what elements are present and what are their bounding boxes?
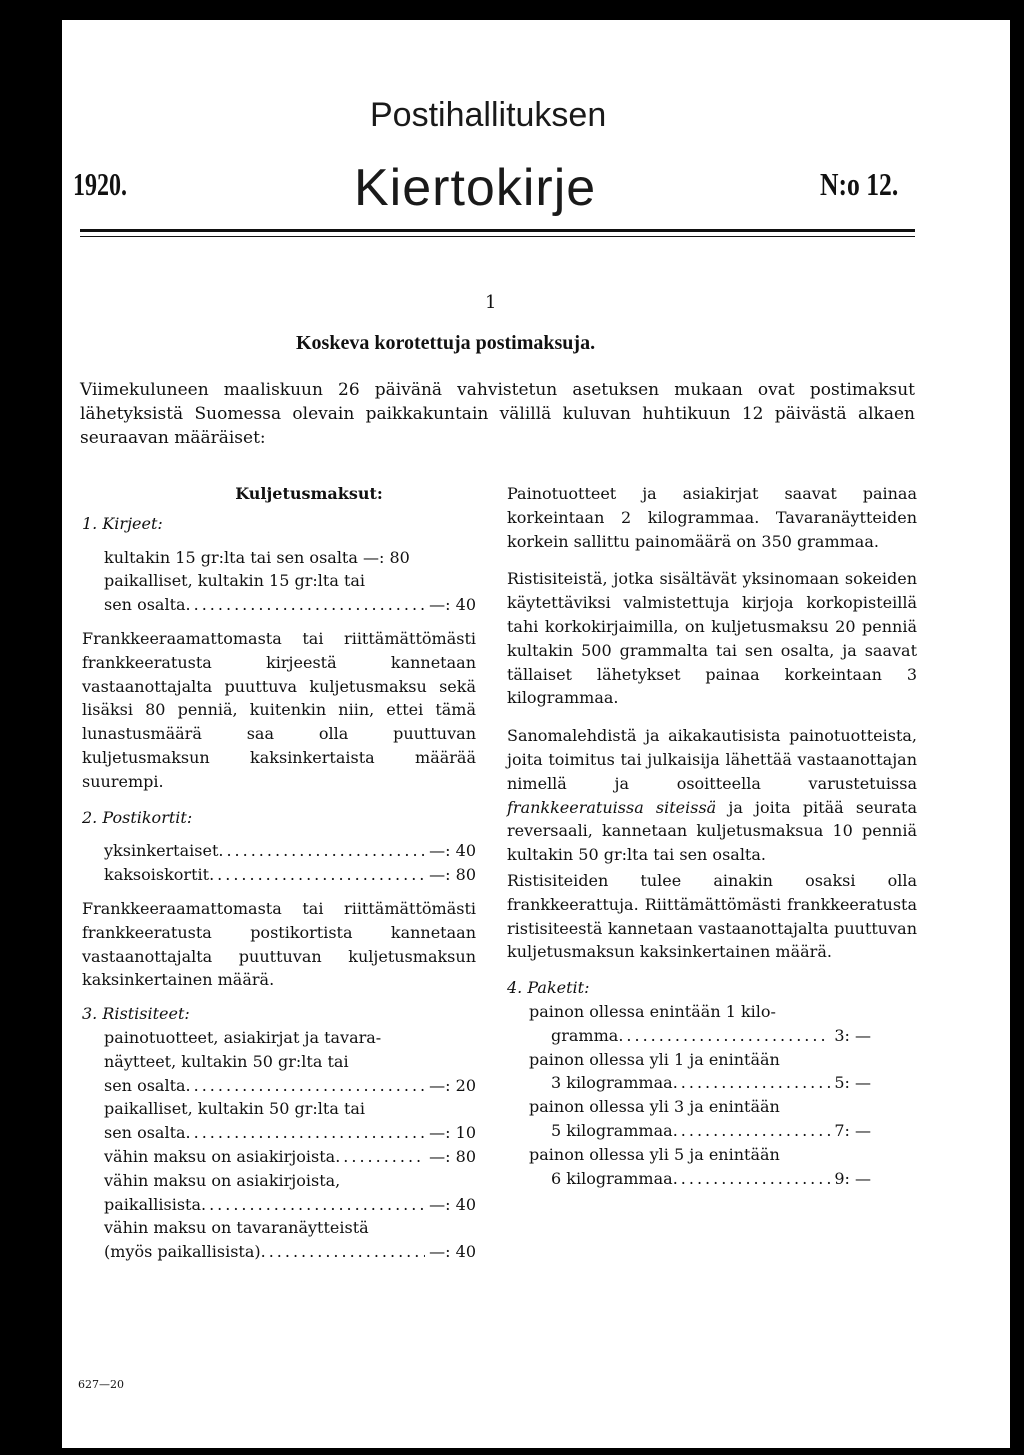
s3-line5-value: —: 10 (429, 1123, 476, 1143)
pk1-line-a: painon ollessa enintään 1 kilo- (529, 1001, 776, 1021)
s1-line3 (82, 593, 476, 617)
header-title: Kiertokirje (354, 159, 597, 217)
section-4-title: 4. Paketit: (507, 978, 590, 998)
s2-line2-label: kaksoiskortit (104, 865, 210, 885)
right-paragraph-4: Ristisiteiden tulee ainakin osaksi olla frankkeerattuja. Riittämättömästi frankkeeratusta ristisiteestä kannetaan vastaanottajalta puuttuvan kuljetusmaksun kaksinkertainen määrä. (507, 870, 917, 962)
s3-line4: paikalliset, kultakin 50 gr:lta tai (104, 1099, 366, 1119)
pk2-line-a: painon ollessa yli 1 ja enintään (529, 1049, 780, 1069)
article-number: 1 (485, 292, 497, 313)
pk1-value: 3: — (834, 1025, 871, 1045)
article-intro: Viimekuluneen maaliskuun 26 päivänä vahvistetun asetuksen mukaan ovat postimaksut lähetyksistä Suomessa olevain paikkakuntain välillä kuluvan huhtikuun 12 päivästä alkaen seuraavan määräiset: (80, 380, 915, 448)
s3-line1: painotuotteet, asiakirjat ja tavara- (104, 1027, 382, 1047)
s3-line3-label: sen osalta (104, 1075, 186, 1095)
pk2-value: 5: — (834, 1073, 871, 1093)
s3-line8-value: —: 40 (429, 1194, 476, 1214)
right-column (507, 482, 917, 1190)
s3-line8 (82, 1193, 476, 1217)
pk3-value: 7: — (834, 1120, 871, 1140)
s2-line1 (82, 839, 476, 863)
s1-line3-value: —: 40 (429, 595, 476, 615)
pk3-label: 5 kilogrammaa (551, 1120, 673, 1140)
p3-text-b: ja joita pitää seurata reversaali, kannetaan kuljetusmaksua 10 penniä kultakin 50 gr:lta tai sen osalta. (507, 797, 917, 865)
header-rule-thick (80, 229, 915, 232)
s2-paragraph: Frankkeeraamattomasta tai riittämättömästi frankkeeratusta postikortista kannetaan vastaanottajalta puuttuvan kuljetusmaksun kaksinkertainen määrä. (82, 898, 476, 990)
s1-line3-label: sen osalta (104, 595, 186, 615)
s3-line10-label: (myös paikallisista) (104, 1242, 261, 1262)
s3-line2: näytteet, kultakin 50 gr:lta tai (104, 1051, 349, 1071)
s1-line1: kultakin 15 gr:lta tai sen osalta —: 80 (104, 547, 410, 567)
s1-paragraph: Frankkeeraamattomasta tai riittämättömästi frankkeeratusta kirjeestä kannetaan vastaanottajalta puuttuva kuljetusmaksu sekä lisäksi 80 penniä, kuitenkin niin, ettei tämä lunastusmäärä saa olla puuttuvan kuljetusmaksun kaksinkertaista määrää suurempi. (82, 628, 476, 791)
right-paragraph-3 (507, 724, 917, 867)
section-2-title: 2. Postikortit: (82, 807, 193, 827)
s3-line9: vähin maksu on tavaranäytteistä (104, 1218, 369, 1238)
left-column (82, 482, 476, 1264)
pk3-line-a: painon ollessa yli 3 ja enintään (529, 1097, 780, 1117)
s3-line6-label: vähin maksu on asiakirjoista (104, 1146, 336, 1166)
right-paragraph-1: Painotuotteet ja asiakirjat saavat painaa korkeintaan 2 kilogrammaa. Tavaranäytteiden korkein sallittu painomäärä on 350 grammaa. (507, 484, 917, 551)
fees-heading: Kuljetusmaksut: (235, 484, 383, 503)
right-paragraph-2: Ristisiteistä, jotka sisältävät yksinomaan sokeiden käytettäviksi valmistettuja kirjoja korkopisteillä tahi korkokirjaimilla, on kuljetusmaksu 20 penniä kultakin 500 grammalta tai sen osalta, ja saavat tällaiset lähetykset painaa korkeintaan 3 kilogrammaa. (507, 569, 917, 708)
pk2-line-b (507, 1071, 871, 1095)
s3-line3 (82, 1074, 476, 1098)
pk2-label: 3 kilogrammaa (551, 1073, 673, 1093)
s3-line8-label: paikallisista (104, 1194, 201, 1214)
header-year: 1920. (73, 166, 127, 202)
p3-text-a: Sanomalehdistä ja aikakautisista painotuotteista, joita toimitus tai julkaisija lähettää vastaanottajan nimellä ja osoitteella varustetuissa (507, 726, 917, 793)
s3-line7: vähin maksu on asiakirjoista, (104, 1170, 341, 1190)
footer-code: 627—20 (78, 1378, 124, 1391)
section-1-title: 1. Kirjeet: (82, 513, 163, 533)
s3-line10 (82, 1240, 476, 1264)
s3-line5-label: sen osalta (104, 1123, 186, 1143)
s3-line5 (82, 1121, 476, 1145)
pk1-label: gramma (551, 1025, 619, 1045)
pk4-line-b (507, 1167, 871, 1191)
s2-line1-value: —: 40 (429, 841, 476, 861)
pk1-line-b (507, 1024, 871, 1048)
s2-line2-value: —: 80 (429, 865, 476, 885)
s1-line2: paikalliset, kultakin 15 gr:lta tai (104, 571, 366, 591)
s3-line6 (82, 1145, 476, 1169)
pk3-line-b (507, 1119, 871, 1143)
s3-line3-value: —: 20 (429, 1075, 476, 1095)
s3-line10-value: —: 40 (429, 1242, 476, 1262)
s3-line6-value: —: 80 (429, 1146, 476, 1166)
pk4-value: 9: — (834, 1168, 871, 1188)
p3-emphasis: frankkeeratuissa siteissä (507, 797, 717, 817)
s2-line2 (82, 863, 476, 887)
header-subtitle: Postihallituksen (370, 96, 607, 134)
pk4-label: 6 kilogrammaa (551, 1168, 673, 1188)
pk4-line-a: painon ollessa yli 5 ja enintään (529, 1144, 780, 1164)
s2-line1-label: yksinkertaiset (104, 841, 219, 861)
header-rule-thin (80, 236, 915, 237)
article-heading: Koskeva korotettuja postimaksuja. (296, 332, 596, 354)
header-number: N:o 12. (820, 166, 899, 202)
section-3-title: 3. Ristisiteet: (82, 1004, 190, 1024)
